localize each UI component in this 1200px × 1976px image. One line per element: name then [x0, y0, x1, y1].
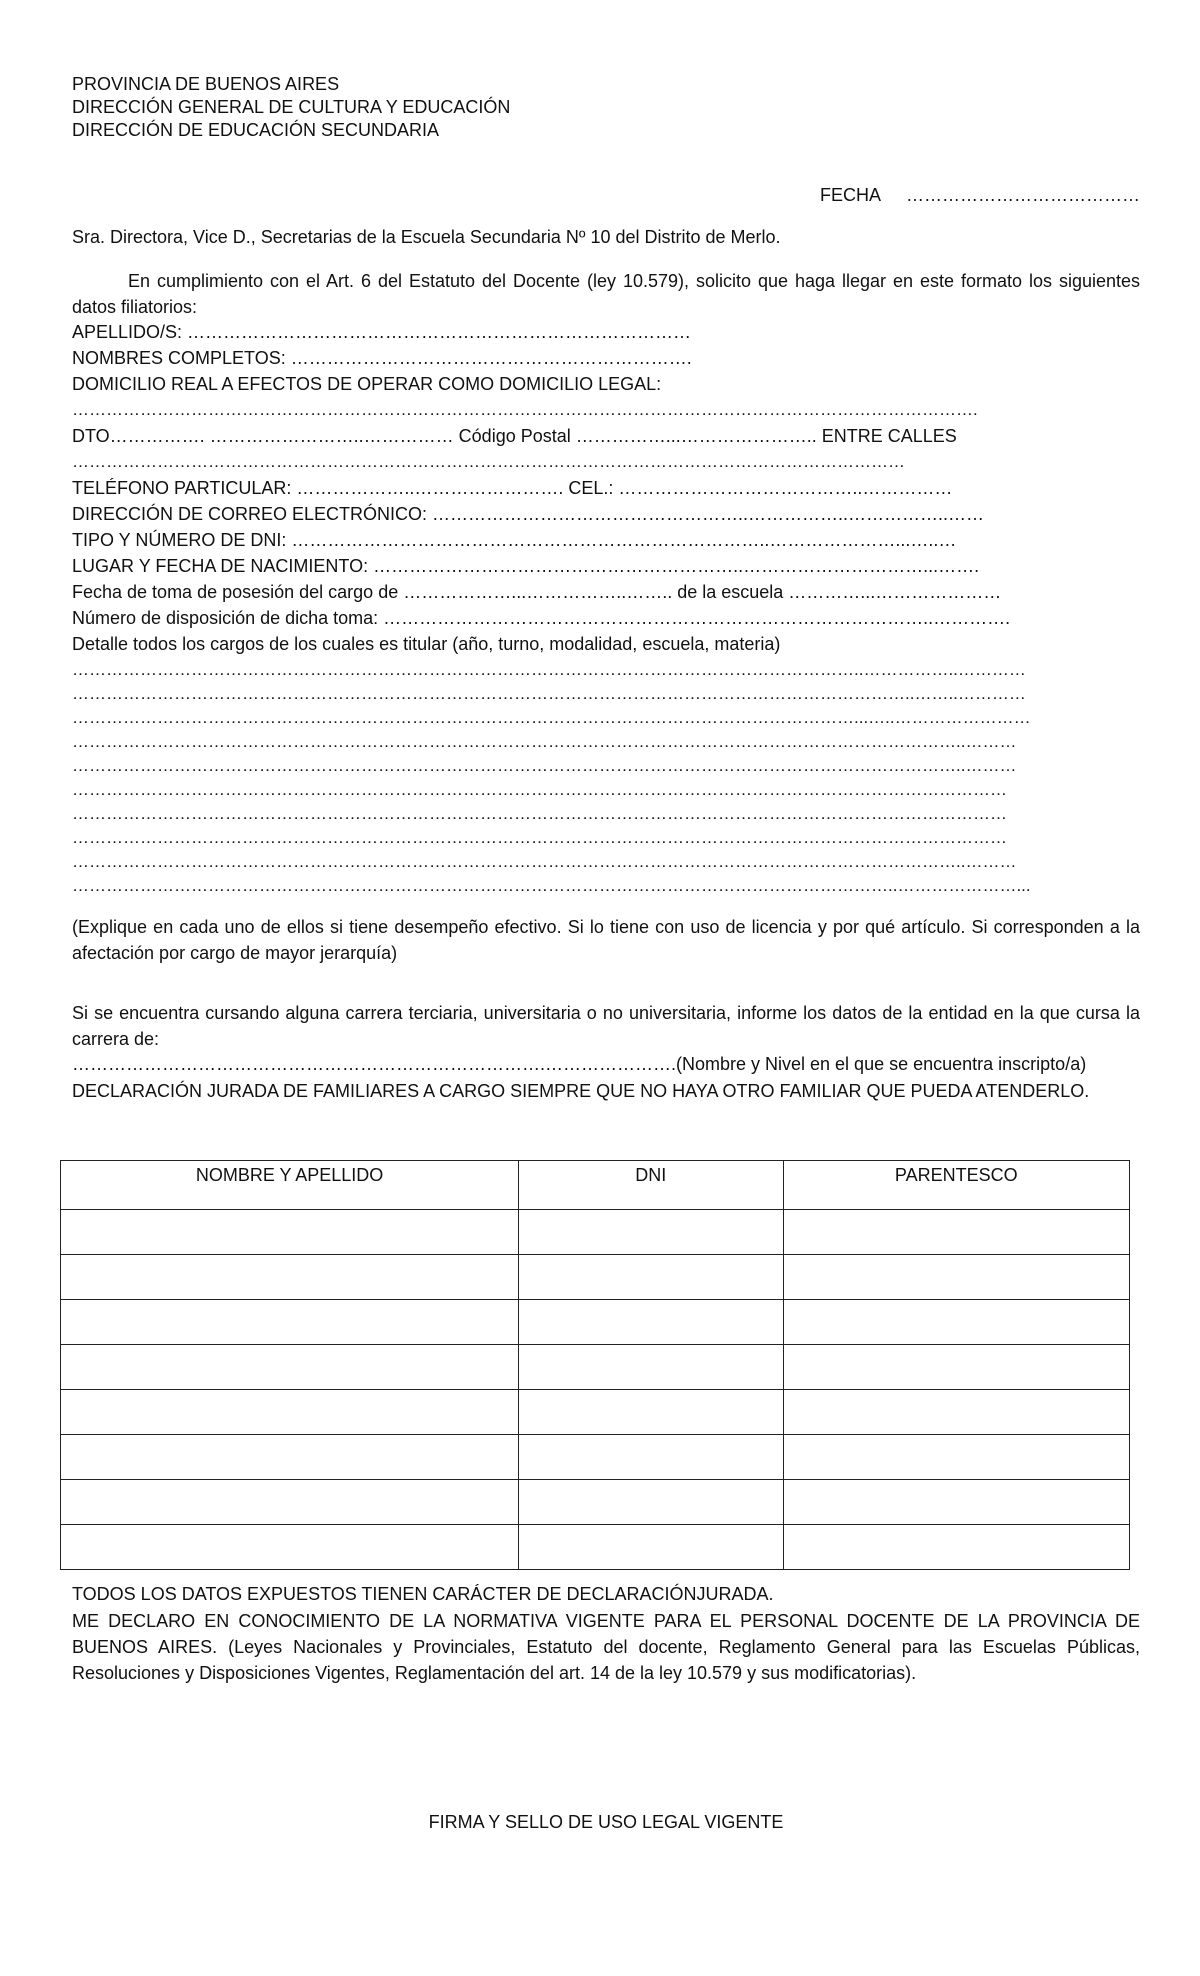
cell-dni[interactable]: [519, 1210, 783, 1255]
detail-line[interactable]: …………………………………………………………………………………………………………………………...…..……………………: [72, 708, 1031, 727]
detail-line[interactable]: …………………………………………………………………………………………………………………………………..……..…………: [72, 684, 1026, 703]
field-detalle-label: Detalle todos los cargos de los cuales es titular (año, turno, modalidad, escuela, materia): [72, 634, 781, 654]
declaracion-familiares: DECLARACIÓN JURADA DE FAMILIARES A CARGO SIEMPRE QUE NO HAYA OTRO FAMILIAR QUE PUEDA ATENDERLO.: [72, 1081, 1090, 1101]
cell-nombre[interactable]: [61, 1345, 519, 1390]
field-telefono[interactable]: TELÉFONO PARTICULAR: ………………..……………………. CEL.: …………………………………..……………: [72, 478, 953, 498]
cell-dni[interactable]: [519, 1345, 783, 1390]
explique-paragraph: (Explique en cada uno de ellos si tiene desempeño efectivo. Si lo tiene con uso de licencia y por qué artículo. Si corresponden a la afectación por cargo de mayor jerarquía): [72, 917, 1140, 963]
field-correo[interactable]: DIRECCIÓN DE CORREO ELECTRÓNICO: ……………………………………………..……………..……………..……: [72, 504, 985, 524]
field-posesion[interactable]: Fecha de toma de posesión del cargo de ………………...……………..…….. de la escuela …………...…………………: [72, 582, 1002, 602]
table-row: [61, 1390, 1130, 1435]
cell-parentesco[interactable]: [783, 1255, 1129, 1300]
fecha-field[interactable]: [820, 183, 1140, 207]
detail-line[interactable]: ………………………………………………………………………………………………………………………………..…………………...: [72, 876, 1031, 895]
firma-label: FIRMA Y SELLO DE USO LEGAL VIGENTE: [428, 1812, 784, 1832]
table-row: [61, 1210, 1130, 1255]
field-domicilio-label: DOMICILIO REAL A EFECTOS DE OPERAR COMO DOMICILIO LEGAL:: [72, 374, 662, 394]
detail-line[interactable]: …………………………………………………………………………………………………………………………………………………: [72, 780, 1007, 799]
footer-normativa: ME DECLARO EN CONOCIMIENTO DE LA NORMATIVA VIGENTE PARA EL PERSONAL DOCENTE DE LA PROVINCIA DE BUENOS AIRES. (Leyes Nacionales y Provinciales, Estatuto del docente, Reglamento General para las Escuelas Públicas, Resoluciones y Disposiciones Vigentes, Reglamentación del art. 14 de la ley 10.579 y sus modificatorias).: [72, 1611, 1140, 1683]
detail-line[interactable]: …………………………………………………………………………………………………………………………………………..………: [72, 756, 1017, 775]
cell-parentesco[interactable]: [783, 1390, 1129, 1435]
header-province: PROVINCIA DE BUENOS AIRES: [72, 74, 340, 94]
cell-dni[interactable]: [519, 1435, 783, 1480]
cell-dni[interactable]: [519, 1480, 783, 1525]
table-row: [61, 1480, 1130, 1525]
cell-nombre[interactable]: [61, 1390, 519, 1435]
cell-nombre[interactable]: [61, 1435, 519, 1480]
cell-dni[interactable]: [519, 1255, 783, 1300]
header-direccion-general: DIRECCIÓN GENERAL DE CULTURA Y EDUCACIÓN: [72, 97, 511, 117]
fecha-label: FECHA: [819, 185, 881, 205]
cell-nombre[interactable]: [61, 1480, 519, 1525]
table-row: [61, 1525, 1130, 1570]
detail-line[interactable]: …………………………………………………………………………………………………………………………………………………: [72, 804, 1007, 823]
cell-dni[interactable]: [519, 1390, 783, 1435]
detail-line[interactable]: …………………………………………………………………………………………………………………………………………………: [72, 828, 1007, 847]
field-apellidos[interactable]: APELLIDO/S: …………………………………………………………………………: [72, 322, 692, 342]
intro-paragraph: En cumplimiento con el Art. 6 del Estatuto del Docente (ley 10.579), solicito que haga llegar en este formato los siguientes datos filiatorios:: [72, 271, 1140, 317]
carrera-blank[interactable]: …………………………………………………………………….………………….(Nombre y Nivel en el que se encuentra inscripto/a): [72, 1054, 1087, 1074]
field-disposicion[interactable]: Número de disposición de dicha toma: ………………………………………………………………………………..………….: [72, 608, 1011, 628]
detail-line[interactable]: …………………………………………………………………………………………………………………………………………..………: [72, 732, 1017, 751]
addressee: Sra. Directora, Vice D., Secretarias de la Escuela Secundaria Nº 10 del Distrito de Merlo.: [72, 227, 781, 247]
cell-parentesco[interactable]: [783, 1525, 1129, 1570]
table-row: [61, 1255, 1130, 1300]
field-domicilio-blank[interactable]: …………………………………………………………………………………………………………………………………………….: [72, 400, 978, 419]
field-nacimiento[interactable]: LUGAR Y FECHA DE NACIMIENTO: ……………………………………………………..…………………………...…….: [72, 556, 980, 576]
header-direccion-secundaria: DIRECCIÓN DE EDUCACIÓN SECUNDARIA: [72, 120, 440, 140]
cell-nombre[interactable]: [61, 1300, 519, 1345]
field-calles-blank[interactable]: …………………………………………………………………………………………………………………………………: [72, 452, 905, 471]
field-nombres[interactable]: NOMBRES COMPLETOS: ………………………………………………………….: [72, 348, 692, 368]
fecha-blank[interactable]: …………………………………: [906, 185, 1140, 205]
cell-parentesco[interactable]: [783, 1210, 1129, 1255]
cell-parentesco[interactable]: [783, 1300, 1129, 1345]
footer-declaracion: TODOS LOS DATOS EXPUESTOS TIENEN CARÁCTER DE DECLARACIÓNJURADA.: [72, 1584, 774, 1604]
cell-nombre[interactable]: [61, 1210, 519, 1255]
column-header-dni: DNI: [519, 1161, 783, 1210]
cell-nombre[interactable]: [61, 1255, 519, 1300]
detail-line[interactable]: …………………………………………………………………………………………………………………………………………..………: [72, 852, 1017, 871]
table-row: [61, 1300, 1130, 1345]
table-row: [61, 1345, 1130, 1390]
column-header-nombre: NOMBRE Y APELLIDO: [61, 1161, 519, 1210]
cell-dni[interactable]: [519, 1300, 783, 1345]
cell-dni[interactable]: [519, 1525, 783, 1570]
table-header-row: [61, 1161, 1130, 1210]
cell-parentesco[interactable]: [783, 1345, 1129, 1390]
field-dni[interactable]: TIPO Y NÚMERO DE DNI: ……………………………………………………………………..…………………...…..…: [72, 530, 957, 550]
familiares-table: [60, 1160, 1130, 1570]
carrera-paragraph: Si se encuentra cursando alguna carrera terciaria, universitaria o no universitaria, informe los datos de la entidad en la que cursa la carrera de:: [72, 1003, 1140, 1049]
detail-line[interactable]: …………………………………………………………………………………………………………………………..……………..…………: [72, 660, 1026, 679]
table-row: [61, 1435, 1130, 1480]
column-header-parentesco: PARENTESCO: [783, 1161, 1129, 1210]
cell-parentesco[interactable]: [783, 1435, 1129, 1480]
cell-nombre[interactable]: [61, 1525, 519, 1570]
field-dto-cp-calles[interactable]: DTO……………. ……………………..…………… Código Postal ……………...………………….. ENTRE CALLES: [72, 426, 957, 446]
cell-parentesco[interactable]: [783, 1480, 1129, 1525]
